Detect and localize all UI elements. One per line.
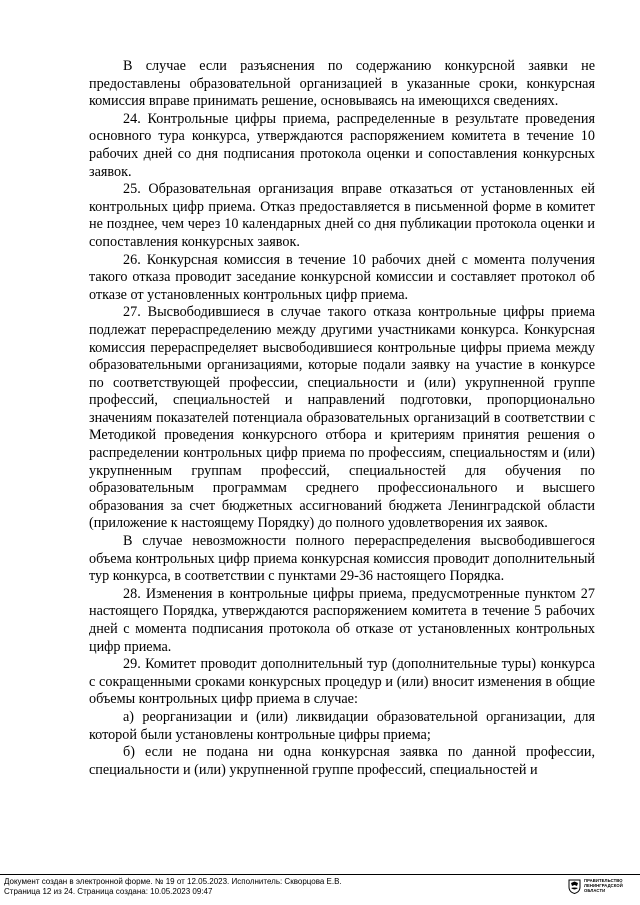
paragraph-24: 24. Контрольные цифры приема, распределенные в результате проведения основного тура конкурса, утверждаются распоряжением комитета в течение 10 рабочих дней со дня подписания протокола оценки и сопоставления конкурсных заявок.	[89, 110, 595, 180]
logo-line-1: ПРАВИТЕЛЬСТВО	[584, 878, 623, 884]
list-item-b: б) если не подана ни одна конкурсная заявка по данной профессии, специальности и (или) укрупненной группе профессий, специальностей и	[89, 744, 595, 778]
government-logo	[568, 879, 623, 894]
footer-line-document-info: Документ создан в электронной форме. № 19 от 12.05.2023. Исполнитель: Скворцова Е.В.	[4, 877, 342, 886]
footer-line-page-info: Страница 12 из 24. Страница создана: 10.05.2023 09:47	[4, 887, 213, 896]
paragraph-26: 26. Конкурсная комиссия в течение 10 рабочих дней с момента получения такого отказа проводит заседание конкурсной комиссии и составляет протокол об отказе от установленных контрольных цифр приема.	[89, 251, 595, 303]
paragraph-27: 27. Высвободившиеся в случае такого отказа контрольные цифры приема подлежат перераспределению между другими участниками конкурса. Конкурсная комиссия перераспределяет высвободившиеся контрольные цифры приема между образовательными организациями, которые подали заявку на участие в конкурсе по соответствующей профессии, специальности и (или) укрупненной группе профессий, специальностей и направлений подготовки, пропорционально значениям показателей потенциала образовательных организаций в соответствии с Методикой проведения конкурсного отбора и критериям принятия решения о распределении контрольных цифр приема по профессиям, специальностям и (или) укрупненным группам профессий, специальностей для обучения по образовательным программам среднего профессионального и высшего образования за счет бюджетных ассигнований бюджета Ленинградской области (приложение к настоящему Порядку) до полного удовлетворения их заявок.	[89, 304, 595, 532]
paragraph-29: 29. Комитет проводит дополнительный тур (дополнительные туры) конкурса с сокращенными сроками конкурсных процедур и (или) вносит изменения в общие объемы контрольных цифр приема в случае:	[89, 656, 595, 708]
coat-of-arms-icon	[568, 879, 581, 894]
document-footer	[4, 877, 342, 897]
list-item-a: а) реорганизации и (или) ликвидации образовательной организации, для которой были установлены контрольные цифры приема;	[89, 708, 595, 743]
footer-divider	[0, 874, 640, 875]
paragraph-28: 28. Изменения в контрольные цифры приема, предусмотренные пунктом 27 настоящего Порядка, утверждаются распоряжением комитета в течение 5 рабочих дней с момента подписания протокола об отказе от установленных контрольных цифр приема.	[89, 585, 595, 655]
logo-line-2: ЛЕНИНГРАДСКОЙ	[584, 883, 623, 889]
paragraph-clarification: В случае если разъяснения по содержанию конкурсной заявки не предоставлены образовательной организацией в указанные сроки, конкурсная комиссия вправе принимать решение, основываясь на имеющихся сведениях.	[89, 58, 595, 110]
paragraph-25: 25. Образовательная организация вправе отказаться от установленных ей контрольных цифр приема. Отказ предоставляется в письменной форме в комитет не позднее, чем через 10 календарных дней со дня публикации протокола оценки и сопоставления конкурсных заявок.	[89, 181, 595, 250]
logo-caption	[584, 879, 623, 893]
paragraph-27-continuation: В случае невозможности полного перераспределения высвободившегося объема контрольных цифр приема конкурсная комиссия проводит дополнительный тур конкурса, в соответствии с пунктами 29-36 настоящего Порядка.	[89, 533, 595, 585]
logo-line-3: ОБЛАСТИ	[584, 887, 606, 893]
document-body	[89, 58, 595, 779]
